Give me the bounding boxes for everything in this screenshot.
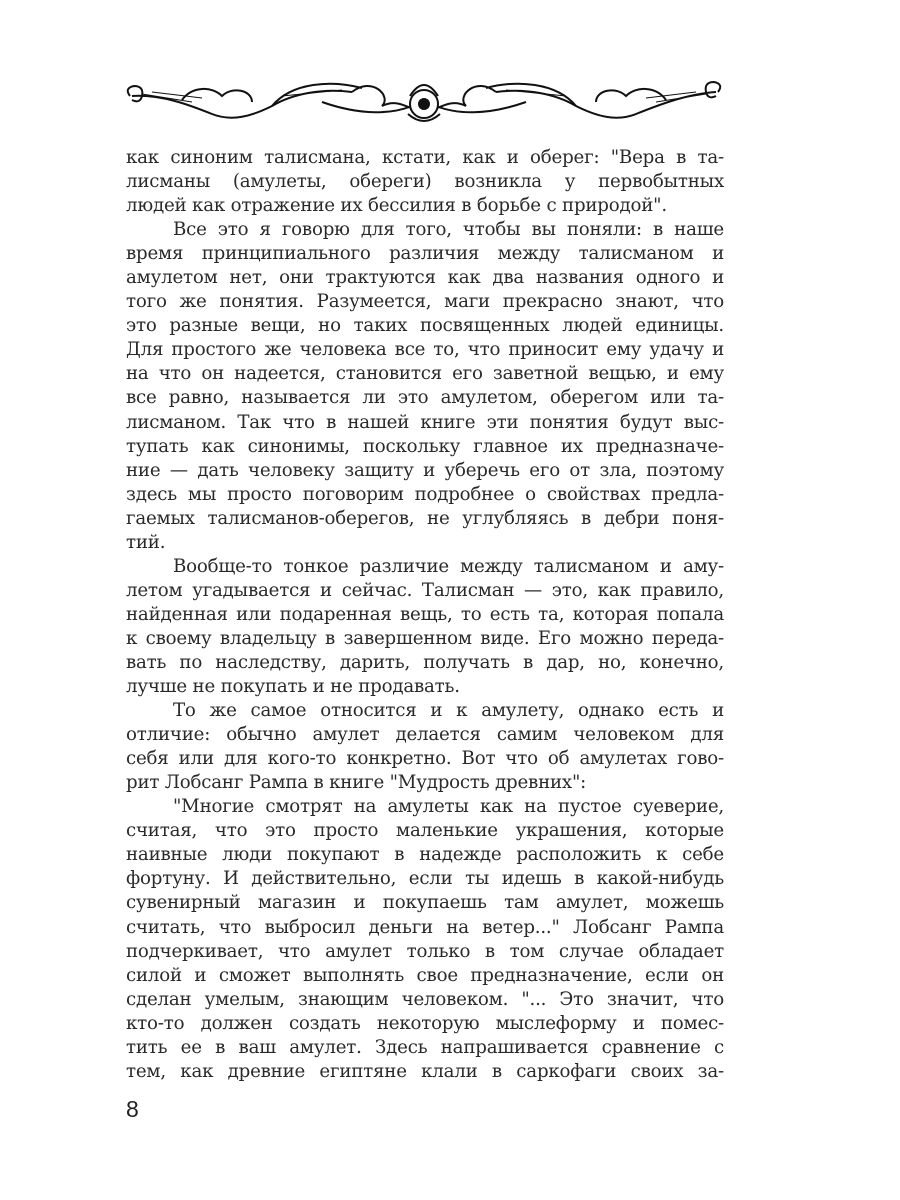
text-line: это разные вещи, но таких посвященных людей единицы. xyxy=(126,315,724,337)
text-line: вать по наследству, дарить, получать в дар, но, конечно, xyxy=(126,651,724,673)
text-line: здесь мы просто поговорим подробнее о свойствах предла- xyxy=(126,483,724,505)
text-line: ние — дать человеку защиту и уберечь его от зла, поэтому xyxy=(126,459,724,481)
text-line: Все это я говорю для того, чтобы вы поняли: в наше xyxy=(173,219,724,241)
text-line: сувенирный магазин и покупаешь там амулет, можешь xyxy=(126,892,724,914)
text-line: считая, что это просто маленькие украшения, которые xyxy=(126,820,724,842)
text-line: того же понятия. Разумеется, маги прекрасно знают, что xyxy=(126,291,724,313)
text-line: время принципиального различия между талисманом и xyxy=(126,243,724,265)
text-line: все равно, называется ли это амулетом, оберегом или та- xyxy=(126,387,724,409)
text-line: тем, как древние египтяне клали в саркофаги своих за- xyxy=(126,1060,724,1082)
paragraph xyxy=(126,555,724,699)
text-line: летом угадывается и сейчас. Талисман — это, как правило, xyxy=(126,579,724,601)
text-line: подчеркивает, что амулет только в том случае обладает xyxy=(126,940,724,962)
text-line: "Многие смотрят на амулеты как на пустое суеверие, xyxy=(173,796,724,818)
text-line: на что он надеется, становится его заветной вещью, и ему xyxy=(126,363,724,385)
decorative-ornament-header xyxy=(122,66,726,130)
page-number: 8 xyxy=(126,1096,139,1122)
text-line: тить ее в ваш амулет. Здесь напрашивается сравнение с xyxy=(126,1036,724,1058)
text-line: То же самое относится и к амулету, однако есть и xyxy=(173,700,724,722)
text-line: силой и сможет выполнять свое предназначение, если он xyxy=(126,964,724,986)
text-line: тупать как синонимы, поскольку главное их предназначе- xyxy=(126,435,724,457)
body-text xyxy=(126,146,724,1084)
paragraph xyxy=(126,699,724,795)
text-line: как синоним талисмана, кстати, как и оберег: "Вера в та- xyxy=(126,147,724,168)
text-line: фортуну. И действительно, если ты идешь в какой-нибудь xyxy=(126,868,724,890)
text-line: отличие: обычно амулет делается самим человеком для xyxy=(126,724,724,746)
text-line: лисманы (амулеты, обереги) возникла у первобытных xyxy=(126,171,724,193)
text-line: лучше не покупать и не продавать. xyxy=(126,676,460,698)
text-line: найденная или подаренная вещь, то есть та, которая попала xyxy=(126,603,724,625)
paragraph xyxy=(126,795,724,1084)
text-line: Вообще-то тонкое различие между талисманом и аму- xyxy=(173,555,724,577)
text-line: лисманом. Так что в нашей книге эти понятия будут выс- xyxy=(126,411,724,433)
paragraph xyxy=(126,218,724,555)
text-line: кто-то должен создать некоторую мыслеформу и помес- xyxy=(126,1012,724,1034)
text-line: сделан умелым, знающим человеком. "... Это значит, что xyxy=(126,988,724,1010)
text-line: амулетом нет, они трактуются как два названия одного и xyxy=(126,267,724,289)
text-line: себя или для кого-то конкретно. Вот что об амулетах гово- xyxy=(126,748,724,770)
text-line: к своему владельцу в завершенном виде. Его можно переда- xyxy=(126,627,724,649)
text-line: людей как отражение их бессилия в борьбе с природой". xyxy=(126,195,667,217)
text-line: гаемых талисманов-оберегов, не углубляясь в дебри поня- xyxy=(126,507,724,529)
paragraph xyxy=(126,146,724,218)
text-line: считать, что выбросил деньги на ветер..." Лобсанг Рампа xyxy=(126,916,724,938)
text-line: наивные люди покупают в надежде расположить к себе xyxy=(126,844,724,866)
text-line: Для простого же человека все то, что приносит ему удачу и xyxy=(126,339,724,361)
text-line: тий. xyxy=(126,531,166,553)
text-line: рит Лобсанг Рампа в книге "Мудрость древних": xyxy=(126,772,587,794)
